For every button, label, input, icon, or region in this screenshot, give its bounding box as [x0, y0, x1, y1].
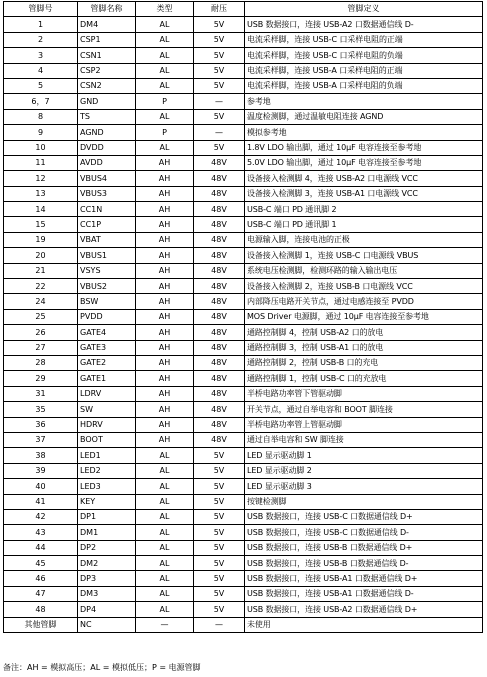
- pin-definition-cell: 5.0V LDO 输出脚，通过 10μF 电容连接至参考地: [245, 155, 483, 170]
- pin-definition-cell: USB 数据接口，连接 USB-B 口数据通信线 D-: [245, 556, 483, 571]
- pin-name-cell: CSN1: [78, 48, 136, 63]
- pin-voltage-cell: 5V: [194, 602, 245, 617]
- pin-type-cell: AL: [136, 586, 194, 601]
- pin-type-cell: AH: [136, 294, 194, 309]
- pin-name-cell: PVDD: [78, 309, 136, 324]
- pin-name-cell: DM4: [78, 17, 136, 32]
- pin-name-cell: CSP1: [78, 32, 136, 47]
- pin-voltage-cell: 5V: [194, 463, 245, 478]
- pin-name-cell: DM2: [78, 556, 136, 571]
- pin-type-cell: AH: [136, 325, 194, 340]
- pin-number-cell: 27: [4, 340, 78, 355]
- table-row: [4, 232, 483, 247]
- table-row: [4, 494, 483, 509]
- pin-definition-cell: 电流采样脚，连接 USB-A 口采样电阻的负端: [245, 78, 483, 93]
- pin-voltage-cell: 48V: [194, 263, 245, 278]
- pin-name-cell: TS: [78, 109, 136, 124]
- pin-number-cell: 9: [4, 125, 78, 140]
- pin-voltage-cell: 5V: [194, 140, 245, 155]
- pin-definition-table: [3, 1, 483, 633]
- pin-type-cell: AH: [136, 248, 194, 263]
- pin-number-cell: 11: [4, 155, 78, 170]
- pin-number-cell: 35: [4, 402, 78, 417]
- pin-number-cell: 31: [4, 386, 78, 401]
- pin-definition-cell: 温度检测脚，通过温敏电阻连接 AGND: [245, 109, 483, 124]
- table-row: [4, 586, 483, 601]
- pin-definition-cell: 设备接入检测脚 4，连接 USB-A2 口电源线 VCC: [245, 171, 483, 186]
- pin-name-cell: DM3: [78, 586, 136, 601]
- pin-name-cell: VBUS3: [78, 186, 136, 201]
- pin-type-cell: AL: [136, 571, 194, 586]
- pin-number-cell: 38: [4, 448, 78, 463]
- table-body: [4, 17, 483, 633]
- pin-type-cell: AH: [136, 186, 194, 201]
- pin-type-cell: AH: [136, 155, 194, 170]
- pin-voltage-cell: 5V: [194, 448, 245, 463]
- table-row: [4, 525, 483, 540]
- pin-type-cell: —: [136, 617, 194, 632]
- table-row: [4, 417, 483, 432]
- pin-type-cell: AL: [136, 63, 194, 78]
- pin-definition-cell: 开关节点，通过自举电容和 BOOT 脚连接: [245, 402, 483, 417]
- table-row: [4, 155, 483, 170]
- pin-definition-cell: 通路控制脚 1，控制 USB-C 口的充放电: [245, 371, 483, 386]
- pin-definition-cell: USB-C 端口 PD 通讯脚 2: [245, 202, 483, 217]
- pin-type-cell: AH: [136, 309, 194, 324]
- pin-voltage-cell: 5V: [194, 479, 245, 494]
- table-row: [4, 202, 483, 217]
- pin-name-cell: DVDD: [78, 140, 136, 155]
- pin-definition-cell: 通路控制脚 2，控制 USB-B 口的充电: [245, 355, 483, 370]
- pin-definition-cell: USB 数据接口，连接 USB-A1 口数据通信线 D-: [245, 586, 483, 601]
- pin-name-cell: HDRV: [78, 417, 136, 432]
- pin-number-cell: 40: [4, 479, 78, 494]
- pin-voltage-cell: 48V: [194, 402, 245, 417]
- pin-voltage-cell: 5V: [194, 78, 245, 93]
- pin-number-cell: 44: [4, 540, 78, 555]
- pin-number-cell: 42: [4, 509, 78, 524]
- pin-voltage-cell: 48V: [194, 279, 245, 294]
- header-pin-number: 管脚号: [4, 2, 78, 17]
- pin-voltage-cell: 48V: [194, 371, 245, 386]
- pin-number-cell: 37: [4, 432, 78, 447]
- table-row: [4, 125, 483, 140]
- header-type: 类型: [136, 2, 194, 17]
- pin-definition-cell: 通路控制脚 4，控制 USB-A2 口的放电: [245, 325, 483, 340]
- table-row: [4, 171, 483, 186]
- pin-name-cell: LDRV: [78, 386, 136, 401]
- pin-voltage-cell: 48V: [194, 386, 245, 401]
- header-row: [4, 2, 483, 17]
- pin-definition-cell: USB 数据接口，连接 USB-A2 口数据通信线 D-: [245, 17, 483, 32]
- pin-voltage-cell: 48V: [194, 294, 245, 309]
- table-row: [4, 325, 483, 340]
- table-row: [4, 448, 483, 463]
- pin-type-cell: AL: [136, 556, 194, 571]
- pin-number-cell: 29: [4, 371, 78, 386]
- pin-name-cell: VBAT: [78, 232, 136, 247]
- table-header: [4, 2, 483, 17]
- pin-type-cell: AH: [136, 171, 194, 186]
- table-row: [4, 248, 483, 263]
- pin-name-cell: GND: [78, 94, 136, 109]
- pin-name-cell: BOOT: [78, 432, 136, 447]
- pin-voltage-cell: 5V: [194, 17, 245, 32]
- pin-definition-cell: 参考地: [245, 94, 483, 109]
- pin-name-cell: CC1N: [78, 202, 136, 217]
- pin-voltage-cell: 5V: [194, 63, 245, 78]
- pin-definition-cell: 通过自举电容和 SW 脚连接: [245, 432, 483, 447]
- pin-definition-cell: USB 数据接口，连接 USB-C 口数据通信线 D-: [245, 525, 483, 540]
- pin-type-cell: AL: [136, 463, 194, 478]
- pin-type-cell: AH: [136, 263, 194, 278]
- pin-type-cell: AL: [136, 509, 194, 524]
- pin-voltage-cell: 5V: [194, 540, 245, 555]
- pin-number-cell: 45: [4, 556, 78, 571]
- pin-voltage-cell: 5V: [194, 556, 245, 571]
- pin-voltage-cell: 5V: [194, 525, 245, 540]
- pin-voltage-cell: 48V: [194, 309, 245, 324]
- pin-voltage-cell: 5V: [194, 109, 245, 124]
- pin-voltage-cell: 5V: [194, 571, 245, 586]
- pin-number-cell: 8: [4, 109, 78, 124]
- header-voltage: 耐压: [194, 2, 245, 17]
- table-row: [4, 32, 483, 47]
- pin-definition-cell: 电流采样脚，连接 USB-A 口采样电阻的正端: [245, 63, 483, 78]
- pin-name-cell: NC: [78, 617, 136, 632]
- pin-type-cell: AH: [136, 402, 194, 417]
- pin-voltage-cell: —: [194, 94, 245, 109]
- pin-voltage-cell: 48V: [194, 417, 245, 432]
- pin-definition-cell: 按键检测脚: [245, 494, 483, 509]
- pin-voltage-cell: 5V: [194, 32, 245, 47]
- pin-voltage-cell: 48V: [194, 171, 245, 186]
- table-row: [4, 340, 483, 355]
- pin-number-cell: 19: [4, 232, 78, 247]
- pin-number-cell: 1: [4, 17, 78, 32]
- pin-definition-cell: LED 显示驱动脚 3: [245, 479, 483, 494]
- pin-definition-cell: 未使用: [245, 617, 483, 632]
- pin-type-cell: AL: [136, 17, 194, 32]
- pin-definition-cell: LED 显示驱动脚 2: [245, 463, 483, 478]
- table-row: [4, 509, 483, 524]
- pin-type-cell: AH: [136, 279, 194, 294]
- pin-number-cell: 47: [4, 586, 78, 601]
- table-row: [4, 78, 483, 93]
- table-row: [4, 540, 483, 555]
- pin-definition-cell: 电源输入脚，连接电池的正极: [245, 232, 483, 247]
- pin-definition-cell: 电流采样脚，连接 USB-C 口采样电阻的正端: [245, 32, 483, 47]
- pin-definition-cell: LED 显示驱动脚 1: [245, 448, 483, 463]
- pin-type-cell: AL: [136, 109, 194, 124]
- header-definition: 管脚定义: [245, 2, 483, 17]
- pin-definition-cell: 模拟参考地: [245, 125, 483, 140]
- pin-voltage-cell: 48V: [194, 232, 245, 247]
- pin-number-cell: 21: [4, 263, 78, 278]
- pin-definition-cell: 设备接入检测脚 1，连接 USB-C 口电源线 VBUS: [245, 248, 483, 263]
- table-row: [4, 279, 483, 294]
- table-row: [4, 294, 483, 309]
- pin-voltage-cell: —: [194, 617, 245, 632]
- pin-voltage-cell: —: [194, 125, 245, 140]
- pin-name-cell: GATE2: [78, 355, 136, 370]
- pin-definition-cell: 电流采样脚，连接 USB-C 口采样电阻的负端: [245, 48, 483, 63]
- pin-type-cell: AL: [136, 140, 194, 155]
- pin-definition-cell: 内部降压电路开关节点，通过电感连接至 PVDD: [245, 294, 483, 309]
- pin-name-cell: SW: [78, 402, 136, 417]
- pin-definition-cell: USB 数据接口，连接 USB-A1 口数据通信线 D+: [245, 571, 483, 586]
- pin-type-cell: AH: [136, 386, 194, 401]
- pin-definition-cell: 半桥电路功率管上管驱动脚: [245, 417, 483, 432]
- pin-voltage-cell: 48V: [194, 355, 245, 370]
- table-row: [4, 371, 483, 386]
- pin-type-cell: AH: [136, 232, 194, 247]
- table-row: [4, 263, 483, 278]
- pin-name-cell: LED2: [78, 463, 136, 478]
- pin-number-cell: 41: [4, 494, 78, 509]
- pin-type-cell: AH: [136, 355, 194, 370]
- pin-name-cell: VBUS1: [78, 248, 136, 263]
- pin-type-cell: AH: [136, 371, 194, 386]
- pin-definition-cell: MOS Driver 电源脚，通过 10μF 电容连接至参考地: [245, 309, 483, 324]
- table-row: [4, 479, 483, 494]
- pin-type-cell: AL: [136, 494, 194, 509]
- pin-number-cell: 3: [4, 48, 78, 63]
- table-row: [4, 17, 483, 32]
- pin-voltage-cell: 48V: [194, 432, 245, 447]
- pin-name-cell: GATE3: [78, 340, 136, 355]
- pin-type-cell: AL: [136, 540, 194, 555]
- pin-definition-cell: 1.8V LDO 输出脚，通过 10μF 电容连接至参考地: [245, 140, 483, 155]
- pin-type-cell: AL: [136, 479, 194, 494]
- pin-definition-cell: 系统电压检测脚，检测环路的输入输出电压: [245, 263, 483, 278]
- table-row: [4, 617, 483, 632]
- pin-number-cell: 22: [4, 279, 78, 294]
- pin-definition-cell: 设备接入检测脚 3，连接 USB-A1 口电源线 VCC: [245, 186, 483, 201]
- table-row: [4, 94, 483, 109]
- header-pin-name: 管脚名称: [78, 2, 136, 17]
- pin-type-cell: AH: [136, 217, 194, 232]
- pin-definition-cell: USB 数据接口，连接 USB-B 口数据通信线 D+: [245, 540, 483, 555]
- pin-number-cell: 5: [4, 78, 78, 93]
- pin-voltage-cell: 48V: [194, 217, 245, 232]
- table-row: [4, 63, 483, 78]
- pin-number-cell: 26: [4, 325, 78, 340]
- pin-name-cell: BSW: [78, 294, 136, 309]
- pin-voltage-cell: 48V: [194, 155, 245, 170]
- pin-name-cell: VBUS2: [78, 279, 136, 294]
- pin-number-cell: 36: [4, 417, 78, 432]
- table-row: [4, 432, 483, 447]
- pin-definition-cell: 半桥电路功率管下管驱动脚: [245, 386, 483, 401]
- footnote: 备注：AH = 模拟高压；AL = 模拟低压；P = 电源管脚: [3, 663, 201, 672]
- pin-number-cell: 25: [4, 309, 78, 324]
- pin-number-cell: 43: [4, 525, 78, 540]
- pin-type-cell: AL: [136, 78, 194, 93]
- pin-number-cell: 48: [4, 602, 78, 617]
- pin-number-cell: 6，7: [4, 94, 78, 109]
- pin-name-cell: CC1P: [78, 217, 136, 232]
- pin-number-cell: 10: [4, 140, 78, 155]
- pin-voltage-cell: 5V: [194, 48, 245, 63]
- pin-name-cell: GATE4: [78, 325, 136, 340]
- pin-definition-cell: 通路控制脚 3，控制 USB-A1 口的放电: [245, 340, 483, 355]
- pin-number-cell: 39: [4, 463, 78, 478]
- pin-number-cell: 28: [4, 355, 78, 370]
- pin-name-cell: AVDD: [78, 155, 136, 170]
- pin-name-cell: LED3: [78, 479, 136, 494]
- pin-number-cell: 14: [4, 202, 78, 217]
- pin-voltage-cell: 48V: [194, 186, 245, 201]
- pin-type-cell: AL: [136, 448, 194, 463]
- table-row: [4, 48, 483, 63]
- table-row: [4, 556, 483, 571]
- pin-voltage-cell: 48V: [194, 248, 245, 263]
- pin-name-cell: DM1: [78, 525, 136, 540]
- table-row: [4, 402, 483, 417]
- pin-definition-cell: USB 数据接口，连接 USB-C 口数据通信线 D+: [245, 509, 483, 524]
- table-row: [4, 602, 483, 617]
- pin-type-cell: AL: [136, 525, 194, 540]
- pin-voltage-cell: 5V: [194, 509, 245, 524]
- pin-name-cell: LED1: [78, 448, 136, 463]
- table-row: [4, 109, 483, 124]
- table-row: [4, 386, 483, 401]
- pin-name-cell: CSN2: [78, 78, 136, 93]
- pin-name-cell: GATE1: [78, 371, 136, 386]
- pin-definition-cell: USB-C 端口 PD 通讯脚 1: [245, 217, 483, 232]
- pin-type-cell: P: [136, 125, 194, 140]
- pin-type-cell: P: [136, 94, 194, 109]
- pin-name-cell: DP2: [78, 540, 136, 555]
- pin-number-cell: 46: [4, 571, 78, 586]
- pin-voltage-cell: 48V: [194, 202, 245, 217]
- pin-voltage-cell: 48V: [194, 340, 245, 355]
- pin-voltage-cell: 5V: [194, 586, 245, 601]
- pin-definition-cell: USB 数据接口，连接 USB-A2 口数据通信线 D+: [245, 602, 483, 617]
- pin-name-cell: DP4: [78, 602, 136, 617]
- pin-type-cell: AH: [136, 340, 194, 355]
- pin-number-cell: 20: [4, 248, 78, 263]
- pin-number-cell: 其他管脚: [4, 617, 78, 632]
- pin-type-cell: AL: [136, 48, 194, 63]
- pin-definition-cell: 设备接入检测脚 2，连接 USB-B 口电源线 VCC: [245, 279, 483, 294]
- table-row: [4, 571, 483, 586]
- table-row: [4, 463, 483, 478]
- pin-name-cell: KEY: [78, 494, 136, 509]
- pin-voltage-cell: 5V: [194, 494, 245, 509]
- pin-name-cell: CSP2: [78, 63, 136, 78]
- pin-number-cell: 13: [4, 186, 78, 201]
- pin-name-cell: DP1: [78, 509, 136, 524]
- table-row: [4, 140, 483, 155]
- table-row: [4, 355, 483, 370]
- table-row: [4, 186, 483, 201]
- pin-type-cell: AL: [136, 602, 194, 617]
- pin-number-cell: 4: [4, 63, 78, 78]
- pin-type-cell: AH: [136, 432, 194, 447]
- pin-type-cell: AH: [136, 202, 194, 217]
- pin-name-cell: VBUS4: [78, 171, 136, 186]
- pin-name-cell: VSYS: [78, 263, 136, 278]
- pin-number-cell: 2: [4, 32, 78, 47]
- pin-voltage-cell: 48V: [194, 325, 245, 340]
- table-row: [4, 217, 483, 232]
- pin-name-cell: DP3: [78, 571, 136, 586]
- pin-type-cell: AL: [136, 32, 194, 47]
- pin-name-cell: AGND: [78, 125, 136, 140]
- pin-type-cell: AH: [136, 417, 194, 432]
- pin-number-cell: 12: [4, 171, 78, 186]
- pin-number-cell: 15: [4, 217, 78, 232]
- table-row: [4, 309, 483, 324]
- pin-number-cell: 24: [4, 294, 78, 309]
